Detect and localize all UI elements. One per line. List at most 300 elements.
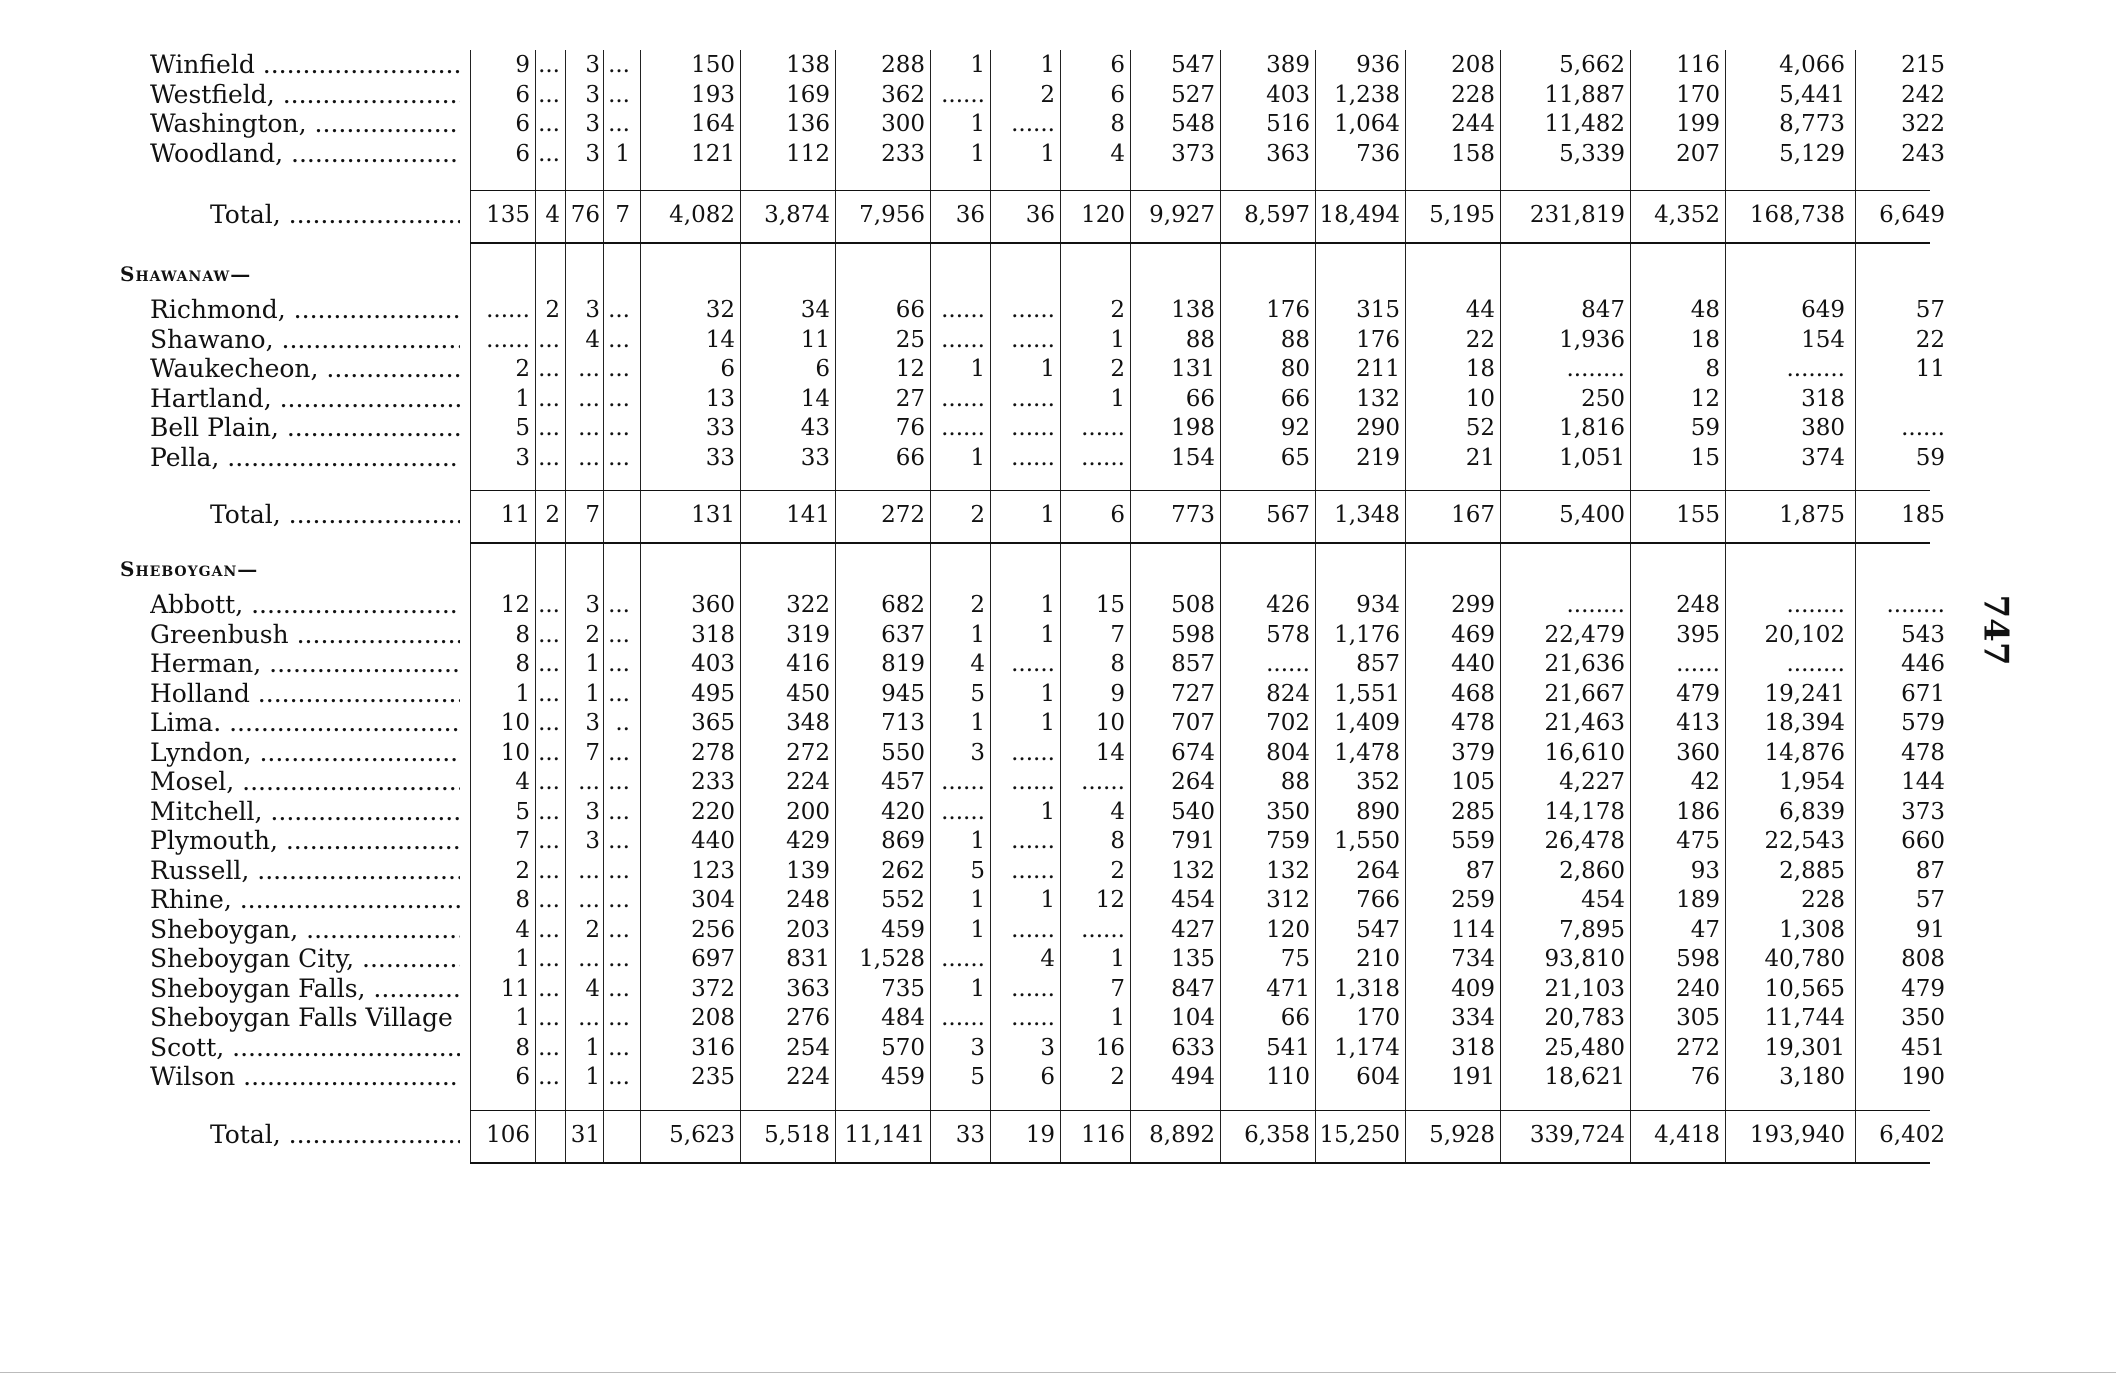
table-cell: 235 [691,1064,735,1090]
table-cell: 547 [1171,52,1215,78]
table-cell: 339,724 [1529,1122,1625,1148]
table-cell: 682 [881,592,925,618]
county-heading: Shawanaw— [120,262,252,286]
table-cell: 457 [881,769,925,795]
table-cell: 14,178 [1544,798,1625,825]
table-cell: 3 [970,739,985,766]
table-cell: ...... [1011,828,1055,854]
table-cell: 1 [585,651,600,677]
table-cell: 6,402 [1879,1122,1945,1148]
table-row [0,384,2116,414]
table-cell: ...... [1011,385,1055,412]
table-row [0,620,2116,650]
table-cell: 4,227 [1559,769,1625,795]
table-cell: 110 [1266,1064,1310,1090]
table-cell: 75 [1280,946,1310,972]
table-cell: 403 [691,651,735,677]
county-heading: Sheboygan— [120,557,259,581]
table-cell: 471 [1266,975,1310,1002]
table-cell: 454 [1171,887,1215,913]
horizontal-rule [470,190,1930,191]
table-cell: ... [538,140,560,167]
table-cell: 193 [691,81,735,108]
table-cell: 312 [1266,887,1310,913]
table-row [0,109,2116,139]
table-cell: ... [608,52,630,78]
table-cell: 132 [1171,857,1215,884]
table-cell: 318 [691,621,735,648]
table-cell: 11 [500,502,530,528]
table-cell: 3 [585,111,600,137]
table-cell: 5,441 [1779,81,1845,108]
table-cell: 318 [1451,1034,1495,1061]
table-cell: 6 [815,356,830,382]
table-cell: 120 [1081,202,1125,228]
table-cell: 4 [1040,946,1055,972]
table-cell: 516 [1266,111,1310,137]
table-cell: 7 [585,739,600,766]
table-cell: 1 [615,140,630,167]
table-cell: 240 [1676,975,1720,1002]
table-cell: ... [538,1005,560,1031]
table-cell: 374 [1801,444,1845,471]
table-cell: 1,816 [1559,415,1625,441]
table-cell: 857 [1171,651,1215,677]
table-cell: 8 [515,1034,530,1061]
table-cell: ... [538,680,560,707]
table-cell: ... [608,651,630,677]
table-row [0,974,2116,1004]
table-cell: 475 [1676,828,1720,854]
table-cell: 220 [691,798,735,825]
table-cell: 66 [1280,1005,1310,1031]
table-cell: ... [608,887,630,913]
table-cell: 3 [585,81,600,108]
table-cell: 7 [585,502,600,528]
table-cell: 3 [1040,1034,1055,1061]
table-cell: 1 [1110,385,1125,412]
table-cell: 459 [881,916,925,943]
table-cell: 33 [955,1122,985,1148]
table-cell: 66 [1280,385,1310,412]
table-cell: 637 [881,621,925,648]
table-row [0,295,2116,325]
table-cell: 48 [1690,297,1720,323]
table-cell: ... [608,916,630,943]
table-cell: 207 [1676,140,1720,167]
table-cell: ...... [941,1005,985,1031]
table-cell: 409 [1451,975,1495,1002]
table-cell: 934 [1356,592,1400,618]
table-cell: 2 [1110,356,1125,382]
table-cell: 285 [1451,798,1495,825]
table-cell: 47 [1690,916,1720,943]
table-cell: 1,308 [1779,916,1845,943]
table-cell: 13 [705,385,735,412]
table-cell: 5,662 [1559,52,1625,78]
table-cell: ... [608,857,630,884]
table-cell: 372 [691,975,735,1002]
table-cell: 93 [1690,857,1720,884]
table-cell: ... [608,444,630,471]
table-cell: ... [578,444,600,471]
horizontal-rule [470,542,1930,544]
table-cell: 7,956 [859,202,925,228]
table-cell: 3,180 [1779,1064,1845,1090]
table-cell: 1,936 [1559,326,1625,353]
table-cell: ...... [941,798,985,825]
table-cell: 80 [1280,356,1310,382]
table-cell: 847 [1581,297,1625,323]
table-cell: 552 [881,887,925,913]
table-cell: 1,409 [1334,710,1400,736]
table-cell: 1,348 [1334,502,1400,528]
table-cell: 12 [895,356,925,382]
table-cell: 427 [1171,916,1215,943]
town-name: Herman, ..... [150,649,460,679]
table-cell: 1,176 [1334,621,1400,648]
table-cell: 2 [545,502,560,528]
table-cell: 633 [1171,1034,1215,1061]
table-cell: 42 [1690,769,1720,795]
table-cell: 350 [1901,1005,1945,1031]
table-cell: ... [608,297,630,323]
table-cell: 272 [1676,1034,1720,1061]
table-cell: 259 [1451,887,1495,913]
table-cell: 158 [1451,140,1495,167]
table-cell: 6 [515,111,530,137]
table-cell: 59 [1915,444,1945,471]
table-cell: 446 [1901,651,1945,677]
table-cell: 300 [881,111,925,137]
table-cell: 334 [1451,1005,1495,1031]
table-cell: 413 [1676,710,1720,736]
table-cell: 87 [1465,857,1495,884]
table-cell: 254 [786,1034,830,1061]
table-cell: 4 [515,769,530,795]
table-cell: 14,876 [1764,739,1845,766]
table-cell: 135 [1171,946,1215,972]
table-cell: 1 [1040,680,1055,707]
table-cell: 469 [1451,621,1495,648]
table-cell: 454 [1581,887,1625,913]
table-cell: 1 [1040,140,1055,167]
table-cell: 2 [585,621,600,648]
total-row [0,500,2116,530]
table-cell: 88 [1185,326,1215,353]
table-cell: 2 [515,356,530,382]
table-cell: ...... [1901,415,1945,441]
table-cell: 363 [786,975,830,1002]
table-cell: 727 [1171,680,1215,707]
town-name: Mitchell, ..... [150,797,460,827]
town-name: Greenbush ..... [150,620,460,650]
table-cell: 707 [1171,710,1215,736]
table-cell: 228 [1801,887,1845,913]
table-cell: 766 [1356,887,1400,913]
table-cell: ...... [941,81,985,108]
table-cell: 21,667 [1544,680,1625,707]
table-cell: 395 [1676,621,1720,648]
table-row [0,354,2116,384]
table-cell: 105 [1451,769,1495,795]
table-cell: 9,927 [1149,202,1215,228]
table-cell: 211 [1356,356,1400,382]
table-cell: 11,482 [1544,111,1625,137]
table-cell: 316 [691,1034,735,1061]
table-cell: 527 [1171,81,1215,108]
table-cell: 10 [500,710,530,736]
table-cell: 7 [1110,975,1125,1002]
table-cell: 22 [1915,326,1945,353]
table-cell: 1,174 [1334,1034,1400,1061]
table-cell: 1 [970,621,985,648]
table-cell: 579 [1901,710,1945,736]
table-cell: 5,339 [1559,140,1625,167]
table-cell: 1 [970,916,985,943]
table-cell: 304 [691,887,735,913]
table-cell: ...... [941,326,985,353]
table-cell: 25 [895,326,925,353]
table-cell: ... [578,857,600,884]
table-cell: 1 [970,710,985,736]
table-cell: 1 [1040,621,1055,648]
table-cell: 22,479 [1544,621,1625,648]
table-cell: 484 [881,1005,925,1031]
table-cell: 379 [1451,739,1495,766]
table-row [0,1033,2116,1063]
table-cell: 945 [881,680,925,707]
town-name: Washington, ..... [150,109,460,139]
table-cell: ... [538,975,560,1002]
table-cell: 1 [970,887,985,913]
table-cell: ... [538,916,560,943]
table-cell: 272 [786,739,830,766]
table-cell: 362 [881,81,925,108]
table-cell: ... [608,680,630,707]
page-bottom-edge [0,1372,2116,1373]
table-cell: 15 [1095,592,1125,618]
table-cell: 348 [786,710,830,736]
table-cell: 170 [1356,1005,1400,1031]
table-cell: 18,494 [1319,202,1400,228]
table-cell: 429 [786,828,830,854]
table-cell: 76 [895,415,925,441]
table-cell: 135 [486,202,530,228]
table-cell: 44 [1465,297,1495,323]
table-cell: 114 [1451,916,1495,943]
table-cell: 290 [1356,415,1400,441]
table-cell: 141 [786,502,830,528]
table-cell: 52 [1465,415,1495,441]
table-cell: 200 [786,798,830,825]
table-row [0,679,2116,709]
table-cell: 2 [585,916,600,943]
table-cell: 5 [515,798,530,825]
table-cell: 3 [585,52,600,78]
table-cell: ........ [1566,356,1625,382]
town-name: Waukecheon, ..... [150,354,460,384]
table-cell: 6 [515,81,530,108]
table-row [0,1003,2116,1033]
table-cell: ...... [1011,857,1055,884]
table-cell: 2 [1040,81,1055,108]
table-cell: ... [608,356,630,382]
table-cell: 123 [691,857,735,884]
table-cell: 16,610 [1544,739,1625,766]
table-cell: 170 [1676,81,1720,108]
table-cell: 373 [1171,140,1215,167]
table-cell: 6 [515,1064,530,1090]
table-cell: 164 [691,111,735,137]
table-cell: 426 [1266,592,1310,618]
town-name: Rhine, ..... [150,885,460,915]
table-cell: 11 [500,975,530,1002]
table-cell: 1,954 [1779,769,1845,795]
town-name: Mosel, ..... [150,767,460,797]
table-cell: ...... [1676,651,1720,677]
table-cell: ...... [486,326,530,353]
table-cell: 808 [1901,946,1945,972]
town-name: Shawano, ..... [150,325,460,355]
table-cell: 4 [970,651,985,677]
table-cell: 5 [515,415,530,441]
table-cell: ...... [1011,1005,1055,1031]
table-cell: ...... [941,385,985,412]
table-cell: 250 [1581,385,1625,412]
table-cell: 5,928 [1429,1122,1495,1148]
table-cell: ...... [1011,651,1055,677]
table-cell: 26,478 [1544,828,1625,854]
table-cell: 479 [1676,680,1720,707]
table-row [0,738,2116,768]
table-cell: 244 [1451,111,1495,137]
table-cell: 319 [786,621,830,648]
table-cell: 210 [1356,946,1400,972]
table-cell: ... [578,385,600,412]
table-cell: 8,773 [1779,111,1845,137]
table-cell: 11,887 [1544,81,1625,108]
table-cell: 14 [705,326,735,353]
table-cell: 1,551 [1334,680,1400,707]
table-cell: 508 [1171,592,1215,618]
table-cell: 6 [1040,1064,1055,1090]
table-cell: 154 [1171,444,1215,471]
table-cell: 91 [1915,916,1945,943]
table-cell: ... [608,739,630,766]
table-cell: ... [608,111,630,137]
total-label: Total, ..... [210,200,460,230]
table-cell: ...... [1011,415,1055,441]
table-cell: ... [538,385,560,412]
table-cell: ...... [1011,444,1055,471]
table-cell: ...... [1011,739,1055,766]
table-cell: 121 [691,140,735,167]
table-cell: ... [538,857,560,884]
table-cell: ... [538,111,560,137]
table-cell: 305 [1676,1005,1720,1031]
table-cell: ... [608,326,630,353]
table-cell: 360 [1676,739,1720,766]
table-row [0,797,2116,827]
table-row [0,1062,2116,1092]
table-cell: 649 [1801,297,1845,323]
table-cell: 233 [691,769,735,795]
table-cell: 1 [1040,710,1055,736]
table-cell: 3 [585,828,600,854]
table-cell: 20,102 [1764,621,1845,648]
table-cell: 14 [1095,739,1125,766]
table-cell: 167 [1451,502,1495,528]
table-cell: 231,819 [1529,202,1625,228]
table-cell: 541 [1266,1034,1310,1061]
table-cell: ...... [1011,916,1055,943]
table-cell: 8,597 [1244,202,1310,228]
table-row [0,856,2116,886]
table-cell: 19 [1025,1122,1055,1148]
table-cell: 120 [1266,916,1310,943]
total-row [0,200,2116,230]
table-cell: 228 [1451,81,1495,108]
table-cell: ... [608,415,630,441]
table-cell: ...... [1081,769,1125,795]
table-cell: 7 [1110,621,1125,648]
table-cell: 4 [1110,798,1125,825]
table-cell: ... [608,621,630,648]
table-cell: ... [538,1064,560,1090]
table-cell: 7,895 [1559,916,1625,943]
town-name: Abbott, ..... [150,590,460,620]
horizontal-rule [470,1110,1930,1111]
table-cell: 1,528 [859,946,925,972]
table-cell: 34 [800,297,830,323]
table-cell: 193,940 [1749,1122,1845,1148]
table-cell: 186 [1676,798,1720,825]
table-cell: 4 [515,916,530,943]
table-cell: ... [538,710,560,736]
table-cell: 57 [1915,297,1945,323]
table-cell: 674 [1171,739,1215,766]
table-cell: 5 [970,680,985,707]
table-cell: 10 [1095,710,1125,736]
table-cell: 1 [1110,1005,1125,1031]
table-cell: 21 [1465,444,1495,471]
table-cell: 139 [786,857,830,884]
table-cell: 264 [1356,857,1400,884]
table-cell: 697 [691,946,735,972]
table-cell: 1 [515,946,530,972]
table-cell: 479 [1901,975,1945,1002]
table-cell: 3 [585,798,600,825]
table-cell: 736 [1356,140,1400,167]
table-cell: 494 [1171,1064,1215,1090]
table-row [0,443,2116,473]
table-cell: 8,892 [1149,1122,1215,1148]
table-cell: 57 [1915,887,1945,913]
table-cell: 21,636 [1544,651,1625,677]
table-cell: 1 [1040,798,1055,825]
table-cell: 1 [585,680,600,707]
table-cell: 8 [515,651,530,677]
table-cell: 65 [1280,444,1310,471]
town-name: Sheboygan Falls Village ..... [150,1003,460,1033]
table-cell: 365 [691,710,735,736]
table-cell: 1 [1110,326,1125,353]
table-cell: 389 [1266,52,1310,78]
table-cell: 4 [1110,140,1125,167]
table-cell: 478 [1901,739,1945,766]
table-cell: 2,885 [1779,857,1845,884]
